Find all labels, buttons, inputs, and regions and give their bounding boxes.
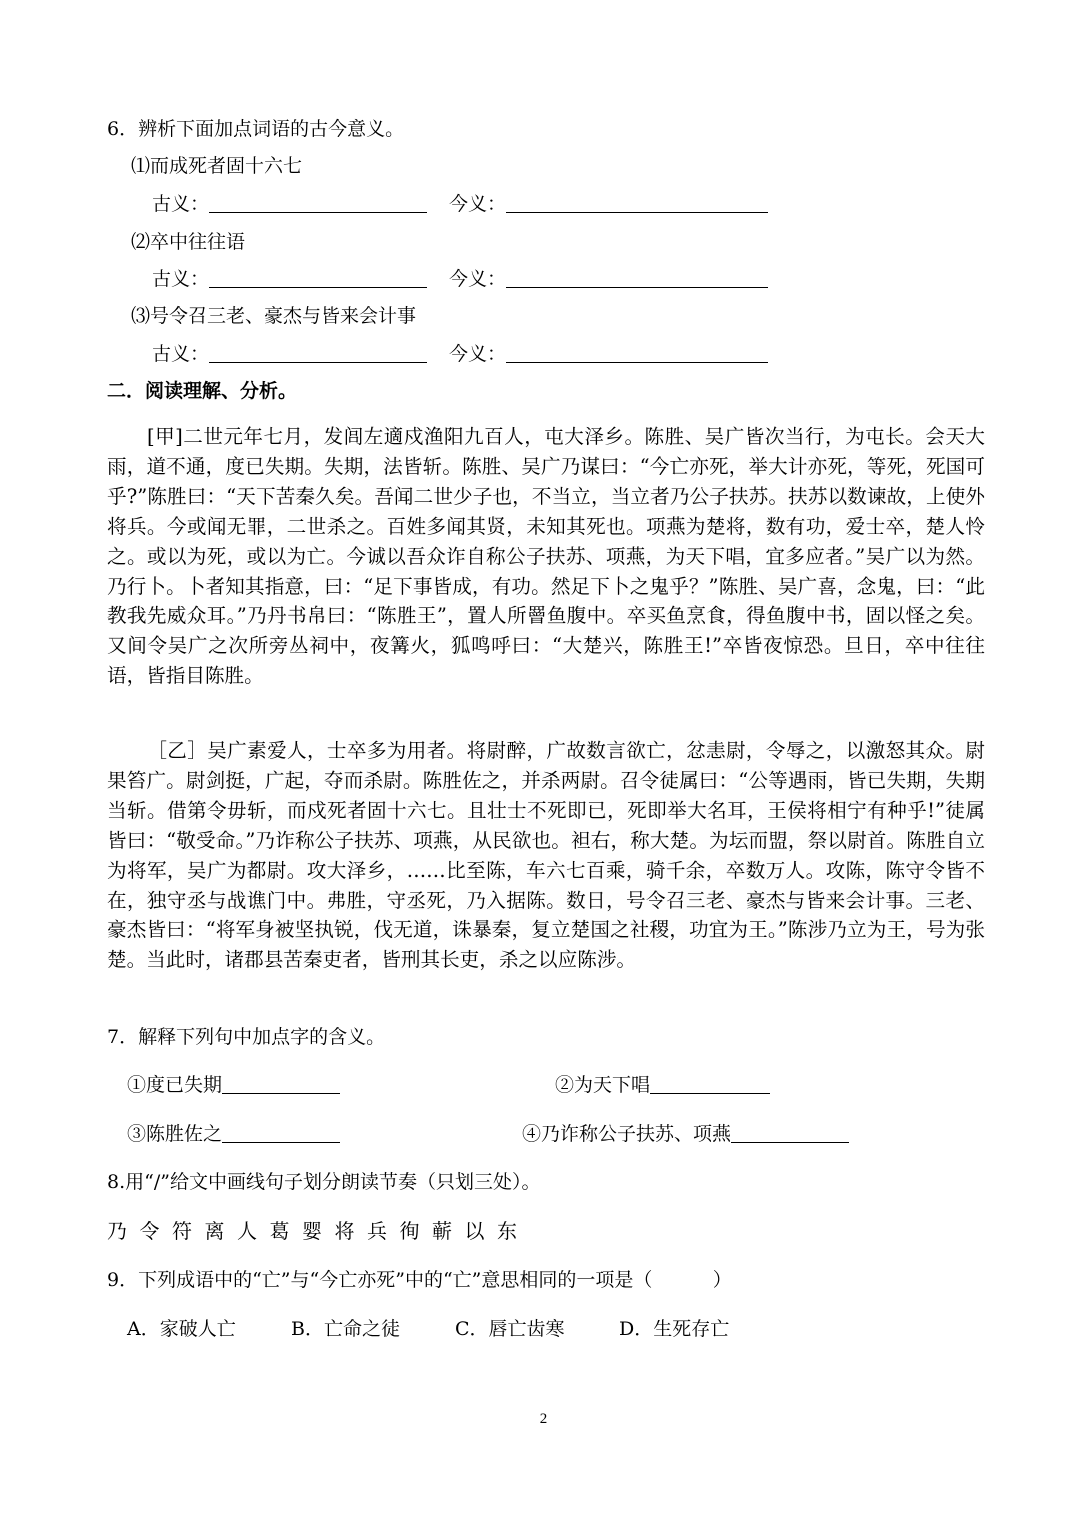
jin-label: 今义： (449, 343, 507, 365)
q9-option-b[interactable]: B．亡命之徒 (291, 1318, 400, 1340)
q8-char[interactable]: 令 (139, 1219, 160, 1243)
q7-item-4-text: ④乃诈称公子扶苏、项燕 (522, 1123, 732, 1145)
q8-sentence (107, 1218, 530, 1244)
q7-item-4 (522, 1121, 849, 1147)
q7-item-2-text: ②为天下唱 (555, 1074, 651, 1096)
gu-blank-1[interactable] (209, 211, 427, 213)
gu-blank-2[interactable] (209, 286, 427, 288)
q7-blank-1[interactable] (222, 1092, 340, 1094)
q8-char[interactable]: 蕲 (432, 1219, 452, 1243)
q8-title: 8.用“/”给文中画线句子划分朗读节奏（只划三处）。 (107, 1171, 541, 1193)
q7-item-3 (127, 1121, 340, 1147)
q6-item-1: ⑴而成死者固十六七 (131, 155, 303, 177)
q6-item-2: ⑵卒中往往语 (131, 231, 246, 253)
q8-char[interactable]: 葛 (269, 1219, 290, 1243)
jin-blank-3[interactable] (506, 361, 768, 363)
q6-answer-row-3 (152, 341, 768, 367)
q8-char[interactable]: 乃 (107, 1219, 127, 1243)
passage-jia (107, 422, 985, 691)
q8-char[interactable]: 人 (237, 1219, 257, 1243)
q6-answer-row-1 (152, 191, 768, 217)
q9-option-d[interactable]: D．生死存亡 (619, 1318, 730, 1340)
gu-label: 古义： (152, 268, 210, 290)
q7-blank-2[interactable] (650, 1092, 770, 1094)
q7-item-1 (127, 1072, 340, 1098)
q8-char[interactable]: 东 (497, 1219, 517, 1243)
gu-blank-3[interactable] (209, 361, 427, 363)
q8-char[interactable]: 将 (334, 1219, 355, 1243)
q9-options (127, 1316, 729, 1342)
passage-yi-text: ［乙］吴广素爱人，士卒多为用者。将尉醉，广故数言欲亡，忿恚尉，令辱之，以激怒其众。尉果笞广。尉剑挺，广起，夺而杀尉。陈胜佐之，并杀两尉。召令徒属曰：“公等遇雨，皆已失期，失期当斩。借第令毋斩，而戍死者固十六七。且壮士不死即已，死即举大名耳，王侯将相宁有种乎!”徒属皆曰：“敬受命。”乃诈称公子扶苏、项燕，从民欲也。袒右，称大楚。为坛而盟，祭以尉首。陈胜自立为将军，吴广为都尉。攻大泽乡，……比至陈，车六七百乘，骑千余，卒数万人。攻陈，陈守令皆不在，独守丞与战谯门中。弗胜，守丞死，乃入据陈。数日，号令召三老、豪杰与皆来会计事。三老、豪杰皆曰：“将军身被坚执锐，伐无道，诛暴秦，复立楚国之社稷，功宜为王。”陈涉乃立为王，号为张楚。当此时，诸郡县苦秦吏者，皆刑其长吏，杀之以应陈涉。 (107, 739, 985, 972)
passage-jia-text: [甲]二世元年七月，发闾左適戍渔阳九百人，屯大泽乡。陈胜、吴广皆次当行，为屯长。会天大雨，道不通，度已失期。失期，法皆斩。陈胜、吴广乃谋曰：“今亡亦死，举大计亦死，等死，死国可乎?”陈胜曰：“天下苦秦久矣。吾闻二世少子也，不当立，当立者乃公子扶苏。扶苏以数谏故，上使外将兵。今或闻无罪，二世杀之。百姓多闻其贤，未知其死也。项燕为楚将，数有功，爱士卒，楚人怜之。或以为死，或以为亡。今诚以吾众诈自称公子扶苏、项燕，为天下唱，宜多应者。”吴广以为然。乃行卜。卜者知其指意，曰：“足下事皆成，有功。然足下卜之鬼乎？”陈胜、吴广喜，念鬼，曰：“此教我先威众耳。”乃丹书帛曰：“陈胜王”，置人所罾鱼腹中。卒买鱼烹食，得鱼腹中书，固以怪之矣。又间令吴广之次所旁丛祠中，夜篝火，狐鸣呼曰：“大楚兴，陈胜王!”卒皆夜惊恐。旦日，卒中往往语，皆指目陈胜。 (107, 425, 985, 688)
q6-item-3: ⑶号令召三老、豪杰与皆来会计事 (131, 305, 417, 327)
jin-blank-2[interactable] (506, 286, 768, 288)
q9-option-a[interactable]: A．家破人亡 (127, 1318, 236, 1340)
page-number: 2 (539, 1411, 548, 1427)
jin-label: 今义： (449, 268, 507, 290)
q6-title: 6．辨析下面加点词语的古今意义。 (107, 118, 405, 140)
q9-title: 9．下列成语中的“亡”与“今亡亦死”中的“亡”意思相同的一项是（ ） (107, 1269, 732, 1291)
q7-blank-4[interactable] (731, 1141, 849, 1143)
gu-label: 古义： (152, 193, 210, 215)
q8-char[interactable]: 徇 (399, 1219, 420, 1243)
section-2-title: 二．阅读理解、分析。 (107, 380, 298, 402)
q8-char[interactable]: 符 (172, 1219, 192, 1243)
q8-char[interactable]: 以 (464, 1219, 485, 1243)
q8-char[interactable]: 婴 (302, 1219, 322, 1243)
q7-title: 7．解释下列句中加点字的含义。 (107, 1026, 386, 1048)
jin-label: 今义： (449, 193, 507, 215)
q7-item-2 (555, 1072, 770, 1098)
q7-item-1-text: ①度已失期 (127, 1074, 223, 1096)
passage-yi (107, 736, 985, 975)
q6-answer-row-2 (152, 266, 768, 292)
q9-option-c[interactable]: C．唇亡齿寒 (455, 1318, 565, 1340)
jin-blank-1[interactable] (506, 211, 768, 213)
gu-label: 古义： (152, 343, 210, 365)
q8-char[interactable]: 离 (204, 1219, 225, 1243)
q7-blank-3[interactable] (222, 1141, 340, 1143)
q8-char[interactable]: 兵 (367, 1219, 387, 1243)
q7-item-3-text: ③陈胜佐之 (127, 1123, 223, 1145)
